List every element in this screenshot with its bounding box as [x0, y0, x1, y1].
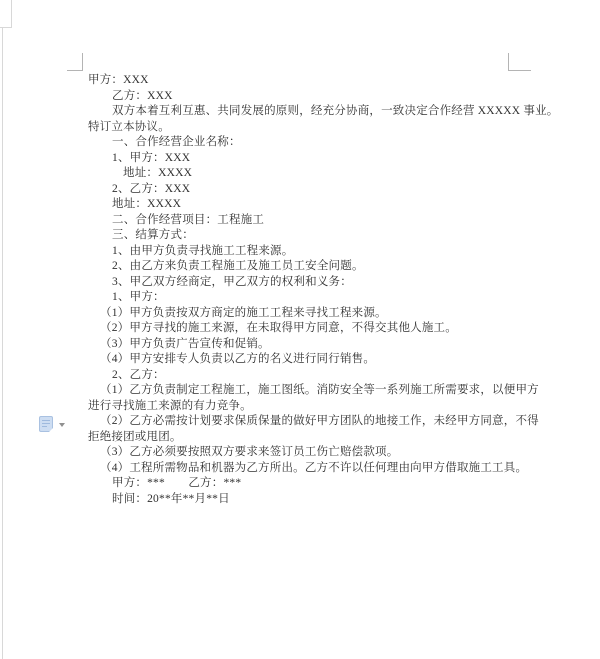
doc-line[interactable]: 双方本着互利互惠、共同发展的原则，经充分协商，一致决定合作经营 XXXXX 事业。 — [112, 105, 559, 117]
doc-line[interactable]: 二、合作经营项目：工程施工 — [112, 213, 265, 226]
doc-line[interactable]: 甲方：*** 乙方：*** — [112, 477, 242, 489]
document-text-area[interactable] — [88, 73, 559, 507]
icon-fold-corner — [49, 428, 53, 432]
icon-detail-line — [42, 426, 47, 427]
icon-detail-line — [42, 423, 50, 424]
doc-line[interactable]: （3）乙方必须要按照双方要求来签订员工伤亡赔偿款项。 — [100, 446, 399, 458]
paste-options-button[interactable] — [39, 416, 65, 433]
doc-line[interactable]: 3、甲乙双方经商定，甲乙双方的权利和义务： — [112, 275, 352, 288]
margin-crop-mark-right-icon — [508, 53, 531, 71]
doc-line[interactable]: 特订立本协议。 — [88, 120, 170, 133]
doc-line[interactable]: 地址：XXXX — [123, 167, 193, 179]
doc-line[interactable]: 三、结算方式： — [112, 229, 194, 241]
doc-line[interactable]: 一、合作经营企业名称： — [112, 136, 241, 148]
margin-crop-mark-left-icon — [67, 53, 83, 71]
doc-line[interactable]: （4）工程所需物品和机器为乙方所出。乙方不许以任何理由向甲方借取施工工具。 — [100, 461, 528, 474]
doc-line[interactable]: 2、乙方： — [112, 368, 165, 381]
icon-detail-line — [42, 420, 50, 421]
doc-line[interactable]: 地址：XXXX — [112, 198, 182, 210]
doc-line[interactable]: 1、甲方： — [112, 291, 165, 303]
doc-line[interactable]: （1）甲方负责按双方商定的施工工程来寻找工程来源。 — [100, 306, 387, 319]
doc-line[interactable]: （1）乙方负责制定工程施工，施工图纸。消防安全等一系列施工所需要求，以便甲方 — [100, 384, 539, 396]
doc-line[interactable]: 进行寻找施工来源的有力竞争。 — [88, 399, 252, 412]
paste-options-icon — [39, 416, 53, 432]
doc-line[interactable]: 时间：20**年**月**日 — [112, 492, 230, 505]
doc-line[interactable]: 1、由甲方负责寻找施工工程来源。 — [112, 244, 294, 257]
doc-line[interactable]: （4）甲方安排专人负责以乙方的名义进行同行销售。 — [100, 353, 376, 365]
doc-line[interactable]: 1、甲方：XXX — [112, 151, 191, 164]
doc-line[interactable]: 甲方：XXX — [88, 74, 149, 86]
doc-line[interactable]: 2、乙方：XXX — [112, 182, 191, 195]
doc-line[interactable]: 2、由乙方来负责工程施工及施工员工安全问题。 — [112, 260, 364, 272]
doc-line[interactable]: （2）乙方必需按计划要求保质保量的做好甲方团队的地接工作，未经甲方同意，不得 — [100, 415, 539, 427]
pane-corner — [0, 0, 12, 28]
doc-line[interactable]: （3）甲方负责广告宣传和促销。 — [100, 337, 270, 350]
doc-line[interactable]: （2）甲方寻找的施工来源，在未取得甲方同意，不得交其他人施工。 — [100, 322, 457, 334]
chevron-down-icon — [59, 423, 65, 427]
doc-line[interactable]: 拒绝接团或甩团。 — [88, 430, 182, 443]
doc-line[interactable]: 乙方：XXX — [112, 89, 173, 102]
page-left-edge-line — [2, 28, 3, 659]
